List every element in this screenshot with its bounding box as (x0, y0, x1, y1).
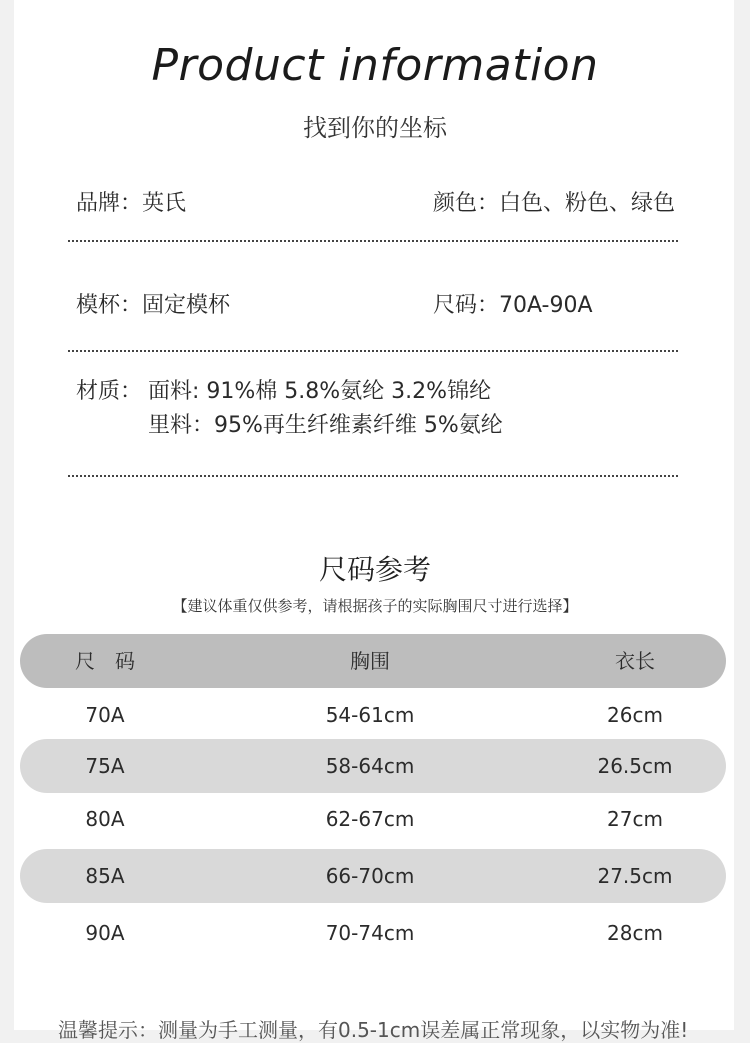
page-subtitle: 找到你的坐标 (303, 114, 447, 142)
cell-chest: 66-70cm (325, 864, 415, 888)
color-info: 颜色：白色、粉色、绿色 (433, 191, 676, 216)
size-chart-note: 【建议体重仅供参考，请根据孩子的实际胸围尺寸进行选择】 (172, 597, 578, 615)
cell-size: 70A (85, 703, 125, 727)
size-chart-title: 尺码参考 (318, 553, 431, 586)
page-title: Product information (151, 40, 599, 91)
cell-length: 26.5cm (597, 754, 673, 778)
table-header-row (20, 634, 726, 688)
cell-length: 27.5cm (597, 864, 673, 888)
cell-length: 27cm (607, 807, 663, 831)
divider (68, 475, 678, 477)
cell-size: 85A (85, 864, 125, 888)
cell-length: 26cm (607, 703, 663, 727)
header-size: 尺 码 (75, 649, 135, 673)
brand-info: 品牌：英氏 (76, 191, 187, 216)
cell-chest: 62-67cm (325, 807, 415, 831)
cell-chest: 70-74cm (325, 921, 415, 945)
divider (68, 350, 678, 352)
table-row (20, 849, 726, 903)
material-label: 材质： (76, 379, 143, 404)
cell-size: 75A (85, 754, 125, 778)
cell-size: 80A (85, 807, 125, 831)
table-row (20, 792, 726, 846)
table-row (20, 739, 726, 793)
cup-info: 模杯：固定模杯 (76, 293, 231, 318)
material-lining: 里料：95%再生纤维素纤维 5%氨纶 (148, 413, 503, 438)
table-row (20, 906, 726, 960)
footer-note: 温馨提示：测量为手工测量，有0.5-1cm误差属正常现象，以实物为准! (58, 1018, 689, 1042)
header-length: 衣长 (615, 649, 655, 673)
cell-length: 28cm (607, 921, 663, 945)
size-info: 尺码：70A-90A (433, 293, 593, 318)
table-row (20, 688, 726, 742)
cell-chest: 58-64cm (325, 754, 415, 778)
header-chest: 胸围 (350, 649, 390, 673)
cell-chest: 54-61cm (325, 703, 415, 727)
divider (68, 240, 678, 242)
cell-size: 90A (85, 921, 125, 945)
material-outer: 面料: 91%棉 5.8%氨纶 3.2%锦纶 (148, 379, 492, 404)
